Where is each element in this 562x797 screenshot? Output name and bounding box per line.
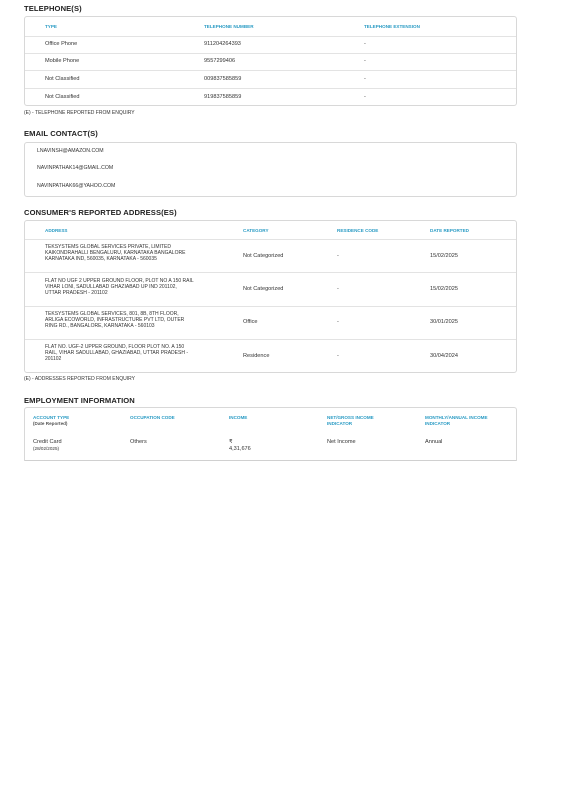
address-text: TEKSYSTEMS GLOBAL SERVICES PRIVATE, LIMITED KAIKONDRAHALLI BENGALURU, KARNATAKA BANGALORE KARNATAKA IND, 560035, KARNATAKA - 560035 [45, 244, 186, 263]
col-address: ADDRESS [45, 228, 68, 233]
email-item: NAVINPATHAK66@YAHOO.COM [37, 183, 116, 189]
header-divider [25, 36, 516, 37]
telephones-table [24, 16, 517, 106]
phone-extension: - [364, 58, 366, 64]
address-text: FLAT NO UGF 2 UPPER GROUND FLOOR, PLOT NO A 150 RAIL VIHAR LONI, SADULLABAD GHAZIABAD UP IND 201102, UTTAR PRADESH - 201102 [45, 278, 194, 297]
col-telephone-extension: TELEPHONE EXTENSION [364, 24, 420, 29]
phone-type: Not Classified [45, 94, 80, 100]
emails-box [24, 142, 517, 197]
telephone-note: (E) - TELEPHONE REPORTED FROM ENQUIRY [24, 110, 135, 116]
phone-extension: - [364, 41, 366, 47]
employment-net-gross: Net Income [327, 439, 356, 445]
col-telephone-number: TELEPHONE NUMBER [204, 24, 254, 29]
phone-type: Not Classified [45, 76, 80, 82]
address-residence-code: - [337, 319, 339, 325]
phone-number: 9557299406 [204, 58, 236, 64]
address-note: (E) - ADDRESSES REPORTED FROM ENQUIRY [24, 376, 135, 382]
row-divider [25, 70, 516, 71]
col-monthly-annual-indicator: MONTHLY/ANNUAL INCOME INDICATOR [425, 415, 488, 426]
income-value: 4,31,676 [229, 446, 251, 452]
col-date-reported: DATE REPORTED [430, 228, 469, 233]
employment-table [24, 407, 517, 461]
address-category: Not Categorized [243, 253, 284, 259]
row-divider [25, 460, 516, 461]
address-text: FLAT NO. UGF-2 UPPER GROUND, FLOOR PLOT NO. A 150 RAIL, VIHAR SADULLABAD, GHAZIABAD, UTTAR PRADESH - 201102 [45, 344, 188, 363]
address-residence-code: - [337, 353, 339, 359]
col-type: TYPE [45, 24, 57, 29]
row-divider [25, 53, 516, 54]
addresses-table [24, 220, 517, 373]
phone-extension: - [364, 76, 366, 82]
col-income: INCOME [229, 415, 248, 420]
row-divider [25, 272, 516, 273]
col-net-gross-indicator: NET/GROSS INCOME INDICATOR [327, 415, 374, 426]
col-category: CATEGORY [243, 228, 269, 233]
address-date: 30/04/2024 [430, 353, 458, 359]
telephones-title: TELEPHONE(S) [24, 4, 82, 13]
address-residence-code: - [337, 253, 339, 259]
email-item: LNAVINSH@AMAZON.COM [37, 148, 104, 154]
emails-title: EMAIL CONTACT(S) [24, 129, 98, 138]
phone-number: 911204264393 [204, 41, 241, 47]
email-item: NAVINPATHAK14@GMAIL.COM [37, 165, 114, 171]
address-category: Residence [243, 353, 270, 359]
header-divider [25, 239, 516, 240]
col-occupation-code: OCCUPATION CODE [130, 415, 175, 420]
employment-occupation: Others [130, 439, 147, 445]
employment-date: (28/02/2025) [33, 446, 60, 451]
row-divider [25, 339, 516, 340]
phone-type: Mobile Phone [45, 58, 80, 64]
employment-title: EMPLOYMENT INFORMATION [24, 396, 135, 405]
address-text: TEKSYSTEMS GLOBAL SERVICES, 801, 8B, 8TH FLOOR, ARLIGA ECOWORLD, INFRASTRUCTURE PVT LTD, OUTER RING RD., BANGALORE, KARNATAKA - 560103 [45, 311, 185, 330]
col-account-type-sub: (Date Reported) [33, 420, 68, 426]
row-divider [25, 88, 516, 89]
address-date: 15/02/2025 [430, 286, 458, 292]
address-date: 30/01/2025 [430, 319, 458, 325]
addresses-title: CONSUMER'S REPORTED ADDRESS(ES) [24, 208, 177, 217]
address-category: Not Categorized [243, 286, 284, 292]
phone-number: 009837585859 [204, 76, 242, 82]
address-category: Office [243, 319, 258, 325]
address-date: 15/02/2025 [430, 253, 458, 259]
currency-symbol: ₹ [229, 439, 233, 445]
employment-income [229, 439, 251, 453]
employment-account-type: Credit Card (28/02/2025) [33, 439, 62, 451]
employment-monthly-annual: Annual [425, 439, 443, 445]
row-divider [25, 306, 516, 307]
col-account-type: ACCOUNT TYPE (Date Reported) [33, 415, 70, 426]
col-residence-code: RESIDENCE CODE [337, 228, 379, 233]
phone-extension: - [364, 94, 366, 100]
address-residence-code: - [337, 286, 339, 292]
phone-type: Office Phone [45, 41, 78, 47]
phone-number: 919837585859 [204, 94, 242, 100]
